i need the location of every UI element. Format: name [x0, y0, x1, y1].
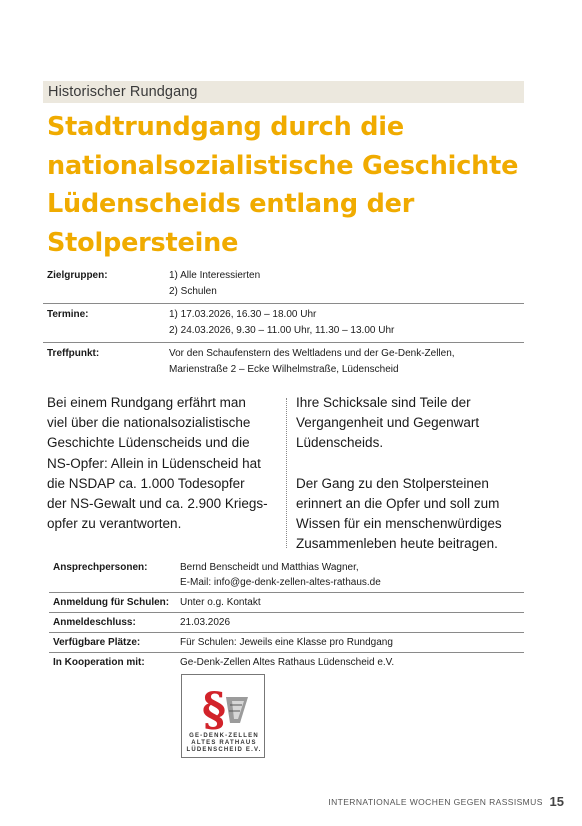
body-line: Vergangenheit und Gegenwart — [296, 415, 480, 431]
contact-label: Anmeldung für Schulen: — [53, 597, 170, 608]
body-line: Lüdenscheids. — [296, 435, 384, 451]
body-line: Wissen für ein menschenwürdiges — [296, 516, 502, 532]
contact-row-kooperation — [49, 653, 524, 672]
body-line: erinnert an die Opfer und soll zum — [296, 495, 500, 511]
contact-label: In Kooperation mit: — [53, 657, 145, 668]
body-line: NS-Opfer: Allein in Lüdenscheid hat — [47, 455, 261, 471]
info-value-line: Marienstraße 2 – Ecke Wilhelmstraße, Lüdenscheid — [169, 364, 399, 375]
category-label: Historischer Rundgang — [43, 81, 524, 103]
info-value — [169, 307, 524, 339]
title-line: Stadtrundgang durch die — [47, 112, 404, 142]
column-divider — [286, 398, 287, 548]
logo-text: ALTES RATHAUS — [191, 740, 257, 746]
page-number: 15 — [549, 794, 564, 809]
title-line: Stolpersteine — [47, 227, 239, 258]
event-info-table — [43, 265, 524, 381]
contact-label: Anmeldeschluss: — [53, 617, 136, 628]
contact-value: Unter o.g. Kontakt — [180, 597, 261, 608]
info-row-treffpunkt — [43, 343, 524, 381]
contact-label: Ansprechpersonen: — [53, 562, 148, 573]
contact-value: Ge-Denk-Zellen Altes Rathaus Lüdenscheid e.V. — [180, 657, 395, 668]
body-line: Geschichte Lüdenscheids und die — [47, 435, 250, 451]
info-value-line: Vor den Schaufenstern des Weltladens und der Ge-Denk-Zellen, — [169, 348, 455, 359]
contact-row-anmeldeschluss — [49, 613, 524, 633]
logo-text: GE-DENK-ZELLEN — [189, 733, 259, 739]
body-text-right — [296, 393, 528, 554]
contact-row-plaetze — [49, 633, 524, 653]
info-row-termine — [43, 304, 524, 343]
contact-value: Für Schulen: Jeweils eine Klasse pro Rundgang — [180, 637, 393, 648]
contact-row-ansprechpersonen — [49, 558, 524, 593]
contact-row-anmeldung — [49, 593, 524, 613]
contact-value: 21.03.2026 — [180, 617, 231, 628]
logo-text: LÜDENSCHEID E.V. — [186, 747, 262, 753]
contact-value-line: Bernd Benscheidt und Matthias Wagner, — [180, 562, 359, 573]
svg-text:§: § — [201, 682, 227, 736]
info-label: Termine: — [47, 309, 89, 320]
info-value-line: 2) 24.03.2026, 9.30 – 11.00 Uhr, 11.30 – 13.00 Uhr — [169, 325, 395, 336]
info-value-line: 1) Alle Interessierten — [169, 270, 261, 281]
info-value-line: 1) 17.03.2026, 16.30 – 18.00 Uhr — [169, 309, 317, 320]
info-label: Treffpunkt: — [47, 348, 100, 359]
info-row-zielgruppen — [43, 265, 524, 304]
body-line: viel über die nationalsozialistische — [47, 415, 251, 431]
body-line: die NSDAP ca. 1.000 Todesopfer — [47, 475, 245, 491]
contact-value — [180, 560, 524, 590]
title-line: nationalsozialistische Geschichte — [47, 150, 519, 181]
contact-label: Verfügbare Plätze: — [53, 637, 141, 648]
body-text-left — [47, 393, 279, 534]
footer-text: INTERNATIONALE WOCHEN GEGEN RASSISMUS — [328, 797, 543, 807]
contact-table — [49, 558, 524, 672]
body-line: der NS-Gewalt und ca. 2.900 Kriegs- — [47, 496, 268, 512]
info-label: Zielgruppen: — [47, 270, 108, 281]
page-footer — [328, 795, 564, 809]
body-line: Der Gang zu den Stolpersteinen — [296, 475, 489, 491]
email-link[interactable]: E-Mail: info@ge-denk-zellen-altes-rathaus.de — [180, 577, 381, 588]
info-value — [169, 346, 524, 378]
body-line: opfer zu verantworten. — [47, 516, 182, 532]
body-line: Bei einem Rundgang erfährt man — [47, 395, 246, 410]
body-line: Zusammenleben heute beitragen. — [296, 536, 498, 552]
title-line: Lüdenscheids entlang der — [47, 189, 415, 219]
partner-logo — [181, 674, 265, 758]
info-value — [169, 268, 524, 300]
page-title — [47, 108, 537, 262]
body-line: Ihre Schicksale sind Teile der — [296, 395, 471, 410]
info-value-line: 2) Schulen — [169, 286, 217, 297]
